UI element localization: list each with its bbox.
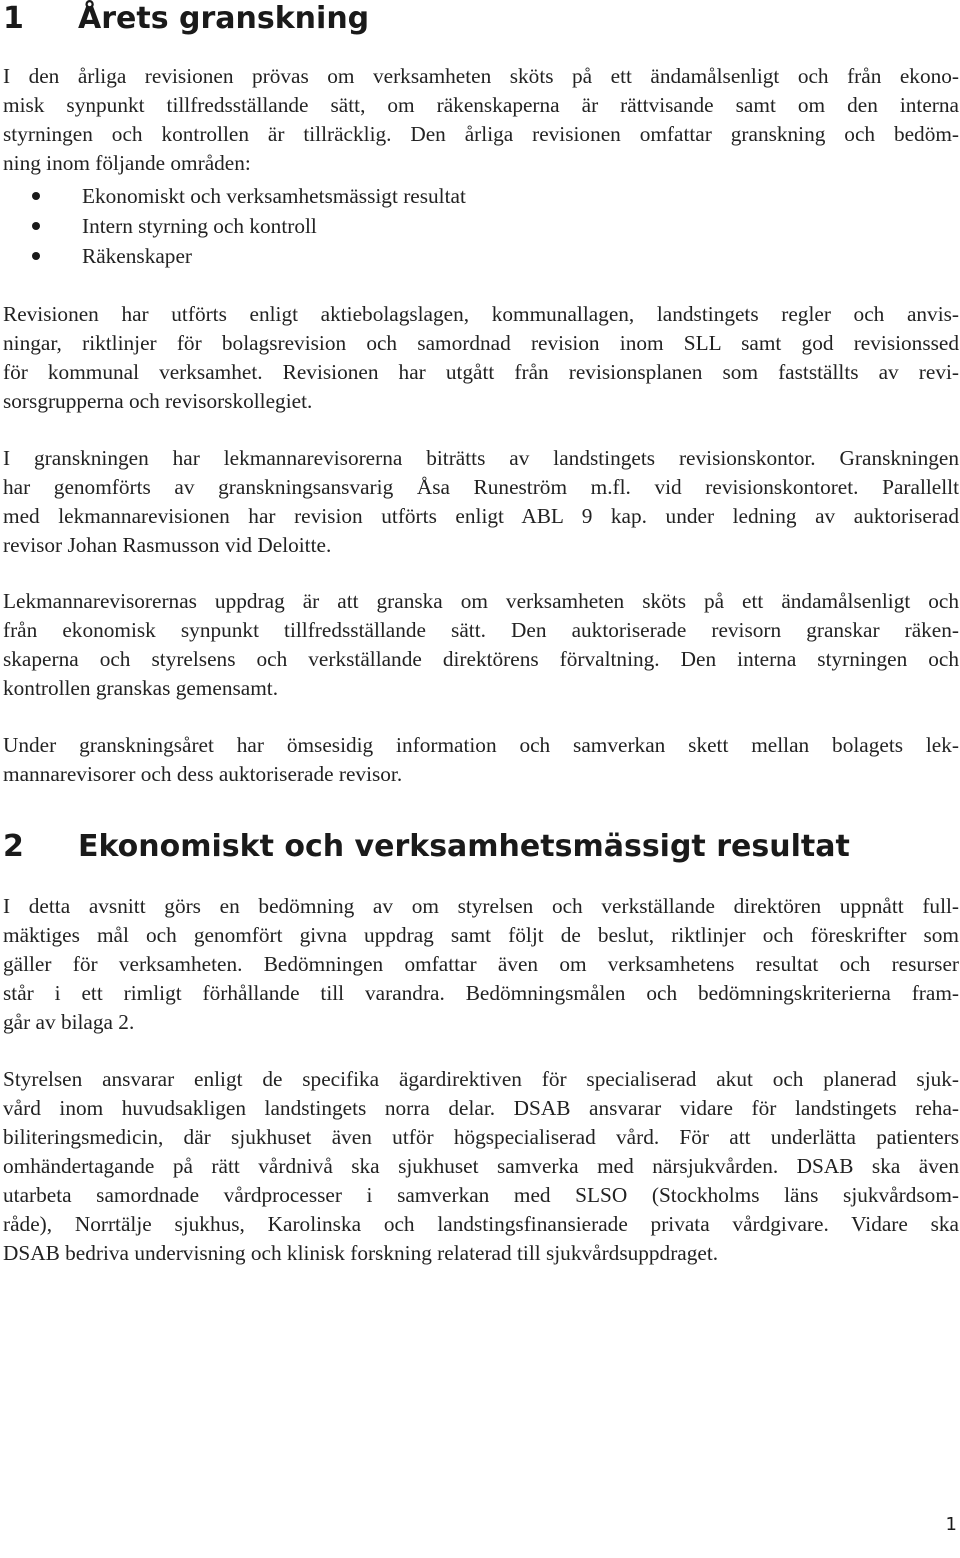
list-item-text: Intern styrning och kontroll (82, 214, 317, 238)
text-line: mäktiges mål och genomfört givna uppdrag samt följt de beslut, riktlinjer och föreskrifter som (3, 923, 959, 947)
text-line: skaperna och styrelsens och verkställande direktörens förvaltning. Den interna styrningen och (3, 647, 959, 671)
text-line: I detta avsnitt görs en bedömning av om styrelsen och verkställande direktören uppnått full- (3, 894, 959, 918)
text-line: omhändertagande på rätt vårdnivå ska sjukhuset samverka med närsjukvården. DSAB ska även (3, 1154, 959, 1178)
text-line: misk synpunkt tillfredsställande sätt, om räkenskaperna är rättvisande samt om den interna (3, 93, 959, 117)
text-line: vård inom huvudsakligen landstingets norra delar. DSAB ansvarar vidare för landstingets reha- (3, 1096, 959, 1120)
paragraph (3, 444, 959, 560)
review-areas-list (0, 181, 466, 271)
text-line: Lekmannarevisorernas uppdrag är att granska om verksamheten sköts på ett ändamålsenligt och (3, 589, 959, 613)
paragraph (3, 587, 959, 703)
list-item (0, 211, 466, 241)
section-2-heading (3, 829, 850, 865)
section-1-heading (3, 1, 369, 37)
text-line: Revisionen har utförts enligt aktiebolagslagen, kommunallagen, landstingets regler och anvis- (3, 302, 959, 326)
text-line: Styrelsen ansvarar enligt de specifika ägardirektiven för specialiserad akut och planerad sjuk- (3, 1067, 959, 1091)
bullet-icon (32, 252, 40, 260)
text-line: I den årliga revisionen prövas om verksamheten sköts på ett ändamålsenligt och från ekono- (3, 64, 959, 88)
paragraph (3, 1065, 959, 1268)
paragraph (3, 731, 959, 789)
section-1-number: 1 (3, 1, 24, 36)
text-line: mannarevisorer och dess auktoriserade revisor. (3, 762, 403, 786)
list-item (0, 241, 466, 271)
section-2-title: Ekonomiskt och verksamhetsmässigt resultat (78, 829, 850, 864)
section-1-intro (3, 62, 959, 178)
list-item-text: Räkenskaper (82, 244, 192, 268)
text-line: står i ett rimligt förhållande till varandra. Bedömningsmålen och bedömningskriterierna fram- (3, 981, 959, 1005)
text-line: har genomförts av granskningsansvarig Åsa Runeström m.fl. vid revisionskontoret. Parallellt (3, 475, 959, 499)
text-line: gäller för verksamheten. Bedömningen omfattar även om verksamhetens resultat och resurser (3, 952, 959, 976)
paragraph (3, 892, 959, 1037)
list-item-text: Ekonomiskt och verksamhetsmässigt resultat (82, 184, 466, 208)
text-line: ningar, riktlinjer för bolagsrevision och samordnad revision inom SLL samt god revisionssed (3, 331, 959, 355)
paragraph (3, 300, 959, 416)
text-line: utarbeta samordnade vårdprocesser i samverkan med SLSO (Stockholms läns sjukvårdsom- (3, 1183, 959, 1207)
text-line: går av bilaga 2. (3, 1010, 135, 1034)
text-line: kontrollen granskas gemensamt. (3, 676, 279, 700)
page-number: 1 (945, 1514, 957, 1535)
list-item (0, 181, 466, 211)
text-line: ning inom följande områden: (3, 151, 251, 175)
text-line: för kommunal verksamhet. Revisionen har utgått från revisionsplanen som fastställts av revi- (3, 360, 959, 384)
section-2-number: 2 (3, 829, 24, 864)
bullet-icon (32, 192, 40, 200)
text-line: från ekonomisk synpunkt tillfredsställande sätt. Den auktoriserade revisorn granskar räken- (3, 618, 959, 642)
text-line: biliteringsmedicin, där sjukhuset även utför högspecialiserad vård. För att underlätta patienters (3, 1125, 959, 1149)
bullet-icon (32, 222, 40, 230)
text-line: revisor Johan Rasmusson vid Deloitte. (3, 533, 332, 557)
text-line: styrningen och kontrollen är tillräcklig. Den årliga revisionen omfattar granskning och bedöm- (3, 122, 959, 146)
text-line: I granskningen har lekmannarevisorerna biträtts av landstingets revisionskontor. Granskningen (3, 446, 959, 470)
text-line: råde), Norrtälje sjukhus, Karolinska och landstingsfinansierade privata vårdgivare. Vidare ska (3, 1212, 959, 1236)
text-line: Under granskningsåret har ömsesidig information och samverkan skett mellan bolagets lek- (3, 733, 959, 757)
text-line: DSAB bedriva undervisning och klinisk forskning relaterad till sjukvårdsuppdraget. (3, 1241, 719, 1265)
section-1-title: Årets granskning (78, 1, 370, 36)
text-line: sorsgrupperna och revisorskollegiet. (3, 389, 313, 413)
text-line: med lekmannarevisionen har revision utförts enligt ABL 9 kap. under ledning av auktoriserad (3, 504, 959, 528)
